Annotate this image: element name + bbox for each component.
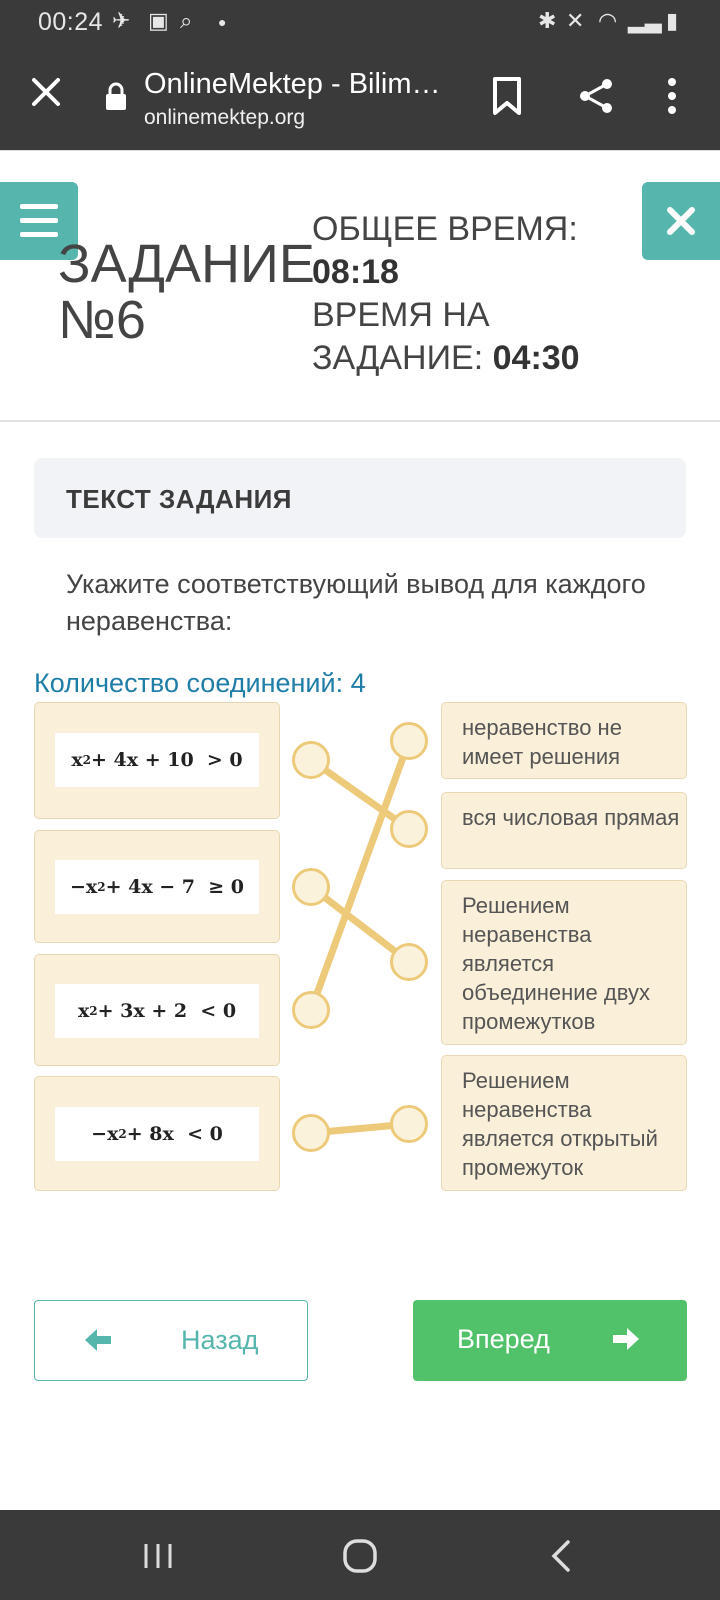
hamburger-icon <box>20 218 58 223</box>
total-time-label: ОБЩЕЕ ВРЕМЯ: <box>312 210 578 248</box>
formula: x 2 + 3x + 2 < 0 <box>55 984 259 1038</box>
bluetooth-icon: ✱ <box>538 8 557 33</box>
status-bar <box>0 0 720 46</box>
close-tab-icon[interactable] <box>26 72 66 112</box>
left-item-4[interactable] <box>34 1076 280 1191</box>
task-title <box>58 236 315 348</box>
page-title-bar[interactable]: OnlineMektep - Bilim… <box>144 68 441 100</box>
task-time-label-2: ЗАДАНИЕ: <box>312 339 484 377</box>
home-icon[interactable] <box>340 1536 380 1576</box>
right-item-2[interactable]: вся числовая прямая <box>441 792 687 869</box>
status-time: 00:24 <box>38 8 104 36</box>
left-connector-4[interactable] <box>292 1114 330 1152</box>
share-icon[interactable] <box>576 76 616 116</box>
back-button[interactable] <box>34 1300 308 1381</box>
lock-icon <box>104 82 128 112</box>
timer-block <box>312 208 580 380</box>
task-time-value: 04:30 <box>492 339 580 377</box>
task-time-label: ВРЕМЯ НА <box>312 296 490 334</box>
task-number: №6 <box>58 290 146 350</box>
formula: −x 2 + 4x − 7 ≥ 0 <box>55 860 259 914</box>
dot-icon: ● <box>218 14 227 30</box>
right-connector-4[interactable] <box>390 1105 428 1143</box>
right-connector-1[interactable] <box>390 722 428 760</box>
next-label: Вперед <box>457 1324 550 1354</box>
next-button[interactable] <box>413 1300 687 1381</box>
connections-count: Количество соединений: 4 <box>34 668 366 698</box>
divider <box>0 150 720 151</box>
task-text-label: ТЕКСТ ЗАДАНИЯ <box>66 484 292 514</box>
back-label: Назад <box>181 1325 259 1355</box>
system-nav-bar <box>0 1510 720 1600</box>
close-icon <box>642 182 720 260</box>
left-item-3[interactable] <box>34 954 280 1066</box>
total-time-value: 08:18 <box>312 253 399 291</box>
right-item-1[interactable]: неравенство не имеет решения <box>441 702 687 779</box>
signal-icon: ▂▃ <box>628 8 662 33</box>
task-text-header <box>34 458 686 538</box>
gallery-icon: ▣ <box>148 8 169 33</box>
hamburger-icon <box>20 232 58 237</box>
formula: x 2 + 4x + 10 > 0 <box>55 733 259 787</box>
left-item-1[interactable] <box>34 702 280 819</box>
formula: −x 2 + 8x < 0 <box>55 1107 259 1161</box>
browser-toolbar <box>0 46 720 150</box>
close-test-button[interactable] <box>642 182 720 260</box>
back-nav-icon[interactable] <box>542 1536 582 1576</box>
divider <box>0 420 720 422</box>
wifi-icon: ◠ <box>598 8 618 33</box>
more-options-icon[interactable] <box>666 76 678 116</box>
bookmark-icon[interactable] <box>490 76 524 116</box>
left-connector-3[interactable] <box>292 991 330 1029</box>
task-title-line: ЗАДАНИЕ <box>58 234 315 294</box>
battery-icon: ▮ <box>666 8 679 33</box>
right-connector-3[interactable] <box>390 943 428 981</box>
task-question: Укажите соответствующий вывод для каждого неравенства: <box>66 569 646 636</box>
mute-icon: ✕ <box>566 8 585 33</box>
search-status-icon: ⌕ <box>180 8 193 33</box>
recent-apps-icon[interactable] <box>138 1536 178 1576</box>
left-connector-2[interactable] <box>292 868 330 906</box>
left-item-2[interactable] <box>34 830 280 943</box>
right-item-3[interactable]: Решением неравенства является объединение двух промежутков <box>441 880 687 1045</box>
arrow-left-icon <box>83 1325 113 1355</box>
arrow-right-icon <box>611 1324 641 1354</box>
left-connector-1[interactable] <box>292 741 330 779</box>
right-item-4[interactable]: Решением неравенства является открытый промежуток <box>441 1055 687 1191</box>
telegram-icon: ✈ <box>112 8 131 33</box>
url-text[interactable]: onlinemektep.org <box>144 106 306 129</box>
hamburger-icon <box>20 204 58 209</box>
right-connector-2[interactable] <box>390 810 428 848</box>
